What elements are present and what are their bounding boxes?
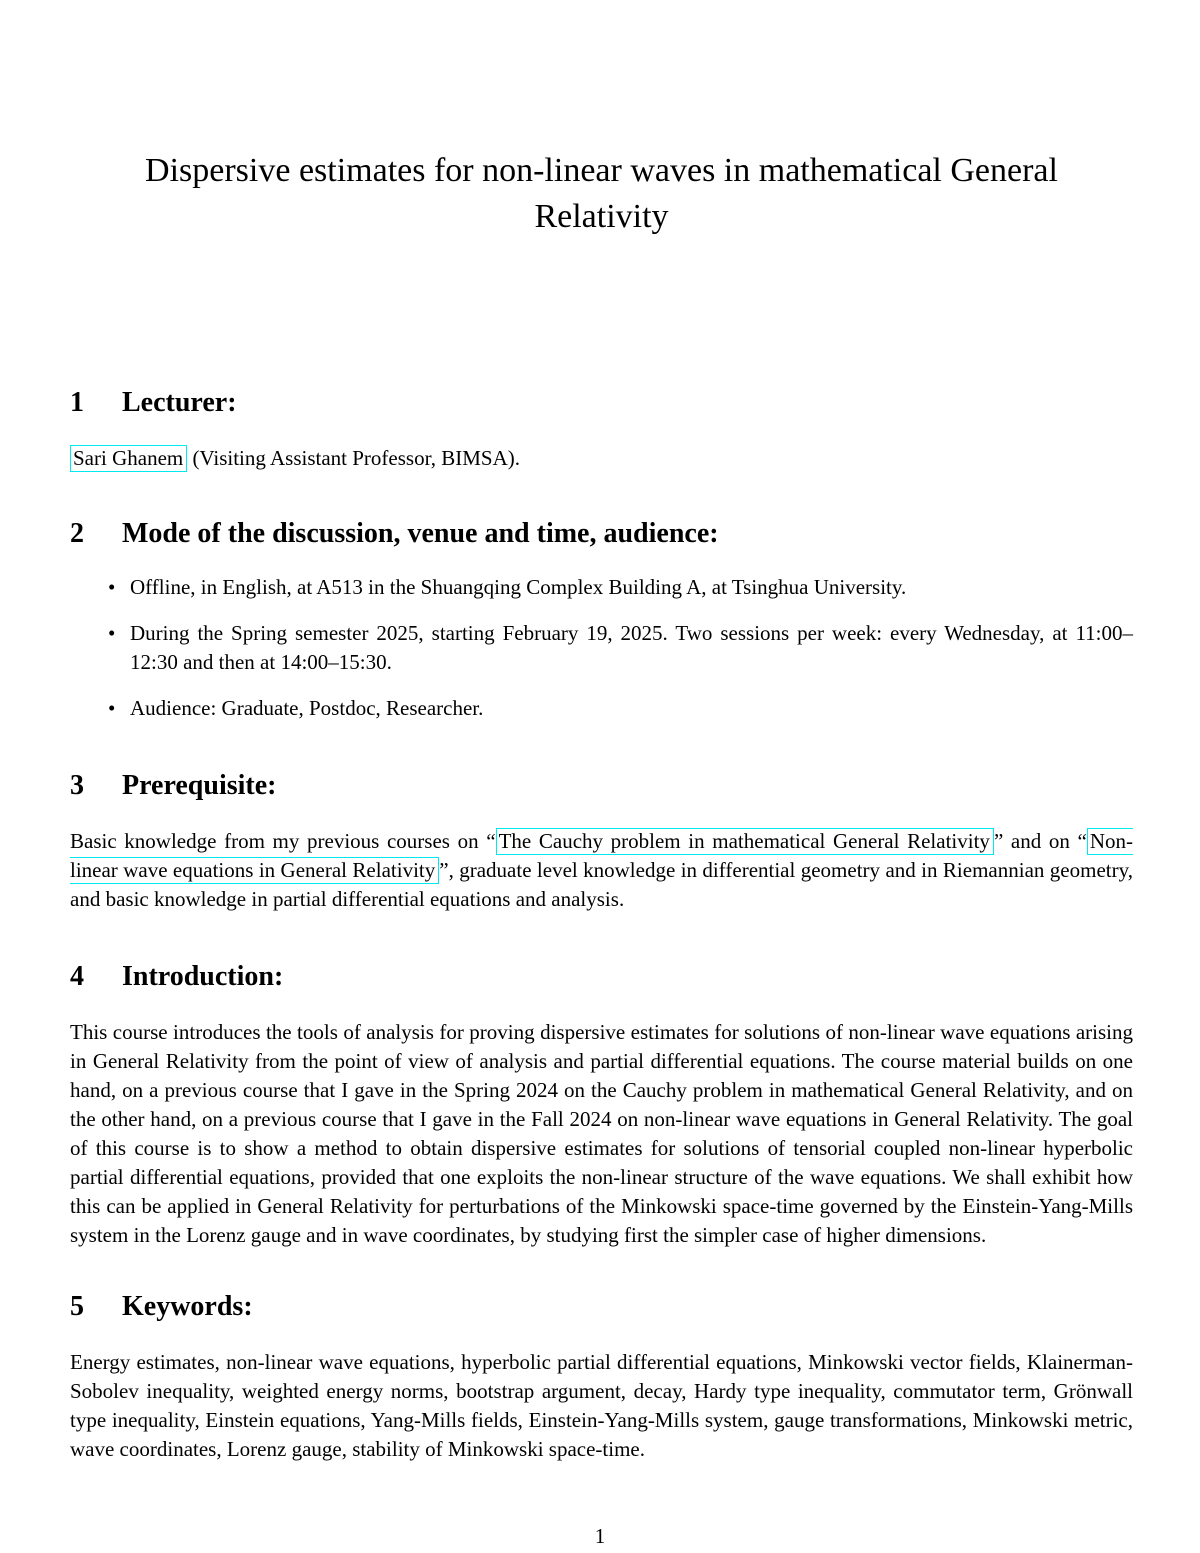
section-number: 5 [70,1291,84,1322]
section-number: 2 [70,518,84,549]
prerequisite-text-segment: ” and on “ [993,829,1087,853]
lecturer-affiliation-text: (Visiting Assistant Professor, BIMSA). [187,446,520,470]
bullet-icon: • [108,696,116,720]
section-heading-introduction [70,960,1133,994]
section-heading-text: Keywords: [122,1291,253,1322]
section-lecturer [70,386,1133,473]
introduction-paragraph: This course introduces the tools of analysis for proving dispersive estimates for solutions of non-linear wave equations arising in General Relativity from the point of view of analysis and partial differential equations. The course material builds on one hand, on a previous course that I gave in the Spring 2024 on the Cauchy problem in mathematical General Relativity, and on the other hand, on a previous course that I gave in the Fall 2024 on non-linear wave equations in General Relativity. The goal of this course is to show a method to obtain dispersive estimates for solutions of tensorial coupled non-linear hyperbolic partial differential equations, provided that one exploits the non-linear structure of the wave equations. We shall exhibit how this can be applied in General Relativity for perturbations of the Minkowski space-time governed by the Einstein-Yang-Mills system in the Lorenz gauge and in wave coordinates, by studying first the simpler case of higher dimensions. [70,1020,1133,1247]
course-link-nonlinear-waves[interactable]: Non-linear wave equations in General Relativity [70,829,1133,882]
list-item [70,619,1133,677]
prerequisite-text-segment: ”, graduate level knowledge in differential geometry and in Riemannian geometry, and basic knowledge in partial differential equations and analysis. [70,858,1133,911]
mode-bullet-list [70,573,1133,723]
page-number: 1 [594,1524,606,1548]
section-number: 4 [70,961,84,992]
section-mode [70,517,1133,723]
list-item [70,694,1133,723]
section-keywords [70,1290,1133,1464]
section-prerequisite [70,769,1133,914]
bullet-text-audience: Audience: Graduate, Postdoc, Researcher. [130,696,484,720]
page-content [0,148,1200,1464]
section-heading-keywords [70,1290,1133,1324]
keywords-paragraph: Energy estimates, non-linear wave equations, hyperbolic partial differential equations, Minkowski vector fields, Klainerman-Sobolev inequality, weighted energy norms, bootstrap argument, decay, Hardy type inequality, commutator term, Grönwall type inequality, Einstein equations, Yang-Mills fields, Einstein-Yang-Mills system, gauge transformations, Minkowski metric, wave coordinates, Lorenz gauge, stability of Minkowski space-time. [70,1350,1133,1461]
bullet-text-venue: Offline, in English, at A513 in the Shuangqing Complex Building A, at Tsinghua University. [130,575,907,599]
lecturer-name-link[interactable]: Sari Ghanem [70,445,187,472]
section-heading-mode [70,517,1133,551]
document-title: Dispersive estimates for non-linear waves in mathematical General Relativity [145,152,1058,235]
course-link-cauchy-problem[interactable]: The Cauchy problem in mathematical General Relativity [496,828,994,855]
lecturer-line [70,444,1133,473]
prerequisite-paragraph [70,827,1133,914]
section-number: 3 [70,770,84,801]
section-heading-prerequisite [70,769,1133,803]
bullet-icon: • [108,621,116,645]
section-heading-text: Mode of the discussion, venue and time, audience: [122,518,719,549]
section-heading-lecturer [70,386,1133,420]
section-introduction [70,960,1133,1250]
bullet-icon: • [108,575,116,599]
section-heading-text: Prerequisite: [122,770,277,801]
section-heading-text: Introduction: [122,961,284,992]
section-heading-text: Lecturer: [122,387,237,418]
list-item [70,573,1133,602]
bullet-text-schedule: During the Spring semester 2025, starting February 19, 2025. Two sessions per week: every Wednesday, at 11:00–12:30 and then at 14:00–15:30. [130,621,1133,674]
prerequisite-text-segment: Basic knowledge from my previous courses on “ [70,829,496,853]
section-number: 1 [70,387,84,418]
